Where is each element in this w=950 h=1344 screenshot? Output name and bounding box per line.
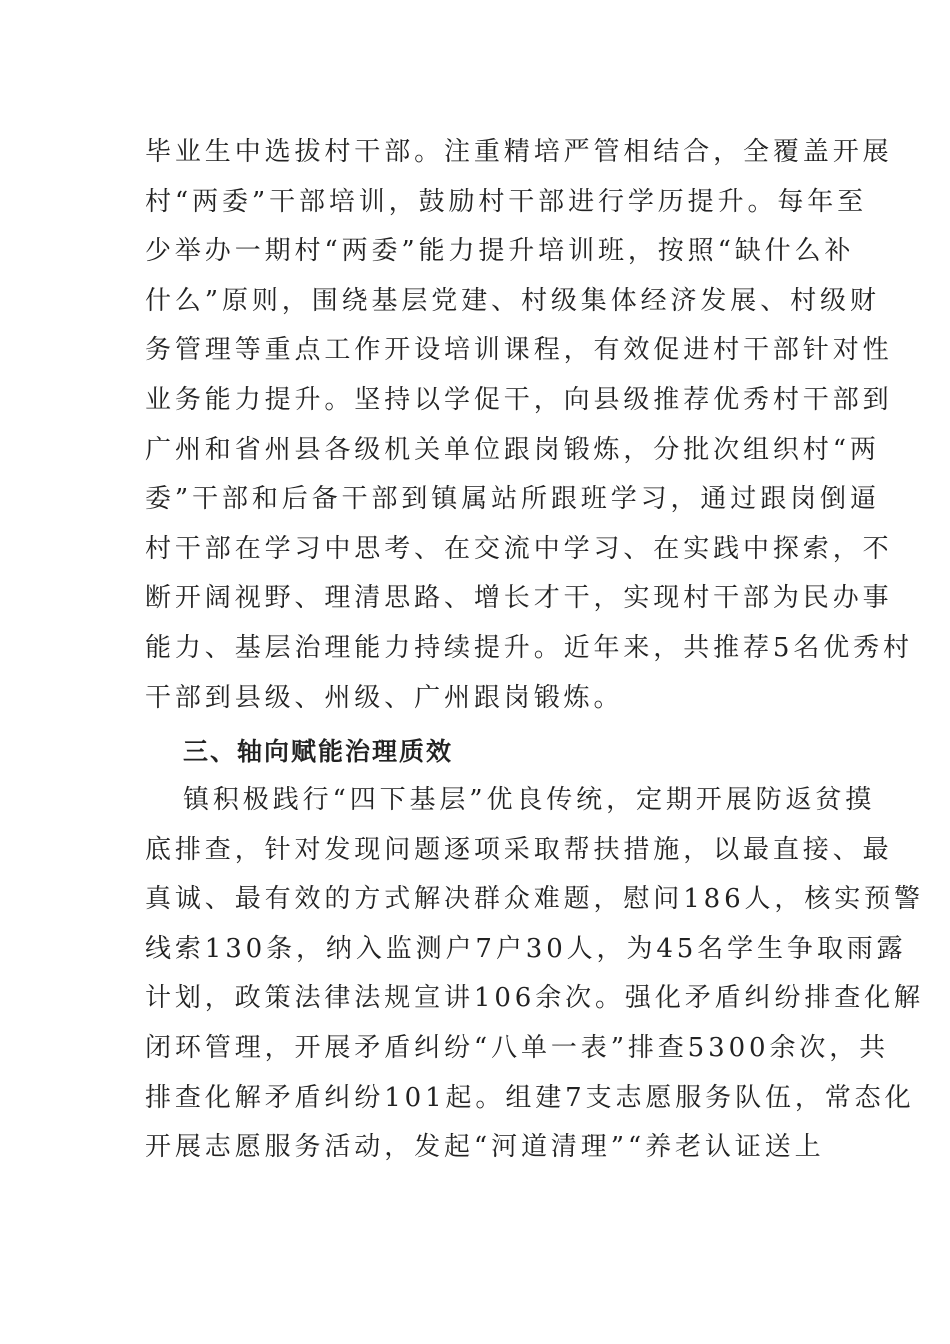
text-line: 什么”原则，围绕基层党建、村级集体经济发展、村级财 (145, 285, 880, 316)
text-line: 业务能力提升。坚持以学促干，向县级推荐优秀村干部到 (145, 384, 893, 415)
text-line: 村“两委”干部培训，鼓励村干部进行学历提升。每年至 (145, 186, 868, 217)
section-heading: 三、轴向赋能治理质效 (183, 737, 454, 766)
text-line: 排查化解矛盾纠纷101起。组建7支志愿服务队伍，常态化 (145, 1082, 915, 1113)
text-line: 线索130条，纳入监测户7户30人，为45名学生争取雨露 (145, 933, 907, 964)
text-line: 少举办一期村“两委”能力提升培训班，按照“缺什么补 (145, 236, 855, 267)
paragraph-1 (145, 128, 913, 723)
paragraph-2 (145, 776, 924, 1173)
text-line: 底排查，针对发现问题逐项采取帮扶措施，以最直接、最 (145, 834, 893, 865)
text-line: 能力、基层治理能力持续提升。近年来，共推荐5名优秀村 (145, 632, 913, 663)
text-line: 务管理等重点工作开设培训课程，有效促进村干部针对性 (145, 335, 893, 366)
text-line: 开展志愿服务活动，发起“河道清理”“养老认证送上 (145, 1132, 825, 1163)
text-line: 干部到县级、州级、广州跟岗锻炼。 (145, 682, 624, 713)
text-line: 镇积极践行“四下基层”优良传统，定期开展防返贫摸 (183, 785, 876, 815)
text-line: 委”干部和后备干部到镇属站所跟班学习，通过跟岗倒逼 (145, 484, 880, 515)
text-line: 真诚、最有效的方式解决群众难题，慰问186人，核实预警 (145, 884, 924, 915)
text-line: 毕业生中选拔村干部。注重精培严管相结合，全覆盖开展 (145, 137, 893, 167)
text-line: 断开阔视野、理清思路、增长才干，实现村干部为民办事 (145, 583, 893, 614)
text-line: 村干部在学习中思考、在交流中学习、在实践中探索，不 (145, 533, 893, 564)
text-line: 计划，政策法律法规宣讲106余次。强化矛盾纠纷排查化解 (145, 983, 924, 1014)
text-line: 闭环管理，开展矛盾纠纷“八单一表”排查5300余次，共 (145, 1032, 890, 1063)
text-line: 广州和省州县各级机关单位跟岗锻炼，分批次组织村“两 (145, 434, 880, 465)
